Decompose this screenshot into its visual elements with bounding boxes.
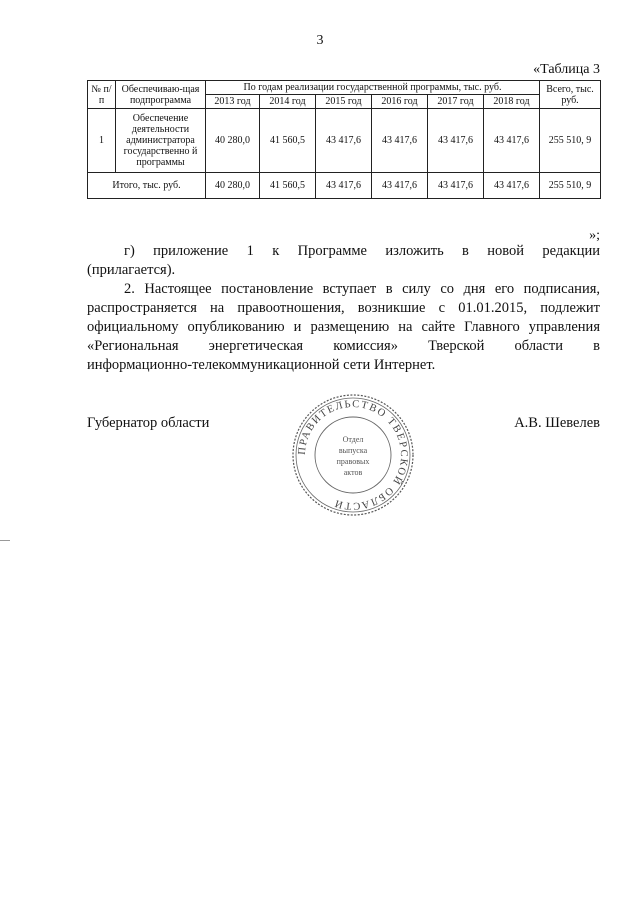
summary-value: 41 560,5 xyxy=(260,173,316,199)
paragraph-g xyxy=(87,242,600,280)
paragraph-line: официальному опубликованию и размещению на сайте Главного управления xyxy=(87,319,600,335)
paragraph-line: «Региональная энергетическая комиссия» Тверской области в xyxy=(87,338,600,354)
stamp-outer-ring xyxy=(293,395,413,515)
stamp-center-line: актов xyxy=(343,468,363,477)
header-year: 2016 год xyxy=(372,95,428,109)
header-year: 2018 год xyxy=(484,95,540,109)
row-value: 43 417,6 xyxy=(428,109,484,173)
table-caption: «Таблица 3 xyxy=(533,62,600,77)
summary-value: 40 280,0 xyxy=(206,173,260,199)
table-summary-row xyxy=(88,173,601,199)
header-subprogram: Обеспечиваю-щая подпрограмма xyxy=(116,81,206,109)
summary-value: 43 417,6 xyxy=(372,173,428,199)
paragraph-line: (прилагается). xyxy=(87,262,176,278)
summary-value: 43 417,6 xyxy=(428,173,484,199)
stamp-inner-ring xyxy=(315,417,391,493)
stamp-outer-ring-inner xyxy=(296,398,410,512)
header-year: 2015 год xyxy=(316,95,372,109)
paragraph-line: г) приложение 1 к Программе изложить в новой редакции xyxy=(124,243,600,259)
row-value: 43 417,6 xyxy=(316,109,372,173)
summary-total: 255 510, 9 xyxy=(540,173,601,199)
table-end-mark: »; xyxy=(589,228,600,243)
header-total: Всего, тыс. руб. xyxy=(540,81,601,109)
summary-value: 43 417,6 xyxy=(316,173,372,199)
paragraph-2 xyxy=(87,280,600,375)
paragraph-line: 2. Настоящее постановление вступает в силу со дня его подписания, xyxy=(124,281,600,297)
header-year: 2014 год xyxy=(260,95,316,109)
header-year: 2013 год xyxy=(206,95,260,109)
budget-table xyxy=(87,80,601,199)
header-year: 2017 год xyxy=(428,95,484,109)
table-header-row xyxy=(88,81,601,95)
summary-value: 43 417,6 xyxy=(484,173,540,199)
stamp-center-line: правовых xyxy=(336,457,370,466)
row-value: 40 280,0 xyxy=(206,109,260,173)
table-row xyxy=(88,109,601,173)
row-num: 1 xyxy=(88,109,116,173)
stamp-center-line: выпуска xyxy=(338,446,368,455)
summary-label: Итого, тыс. руб. xyxy=(88,173,206,199)
margin-mark xyxy=(0,540,10,541)
header-years-group: По годам реализации государственной программы, тыс. руб. xyxy=(206,81,540,95)
header-num: № п/п xyxy=(88,81,116,109)
row-value: 43 417,6 xyxy=(372,109,428,173)
signature-position: Губернатор области xyxy=(87,415,210,431)
signature-name: А.В. Шевелев xyxy=(514,415,600,431)
page-number: 3 xyxy=(316,33,324,48)
row-total: 255 510, 9 xyxy=(540,109,601,173)
official-stamp xyxy=(288,390,418,520)
row-subprogram: Обеспечение деятельности администратора государственно й программы xyxy=(116,109,206,173)
stamp-ring-text: ПРАВИТЕЛЬСТВО ТВЕРСКОЙ ОБЛАСТИ xyxy=(296,398,410,512)
row-value: 43 417,6 xyxy=(484,109,540,173)
paragraph-line: информационно-телекоммуникационной сети Интернет. xyxy=(87,357,436,373)
paragraph-line: распространяется на правоотношения, возникшие с 01.01.2015, подлежит xyxy=(87,300,600,316)
row-value: 41 560,5 xyxy=(260,109,316,173)
stamp-center-line: Отдел xyxy=(342,435,364,444)
